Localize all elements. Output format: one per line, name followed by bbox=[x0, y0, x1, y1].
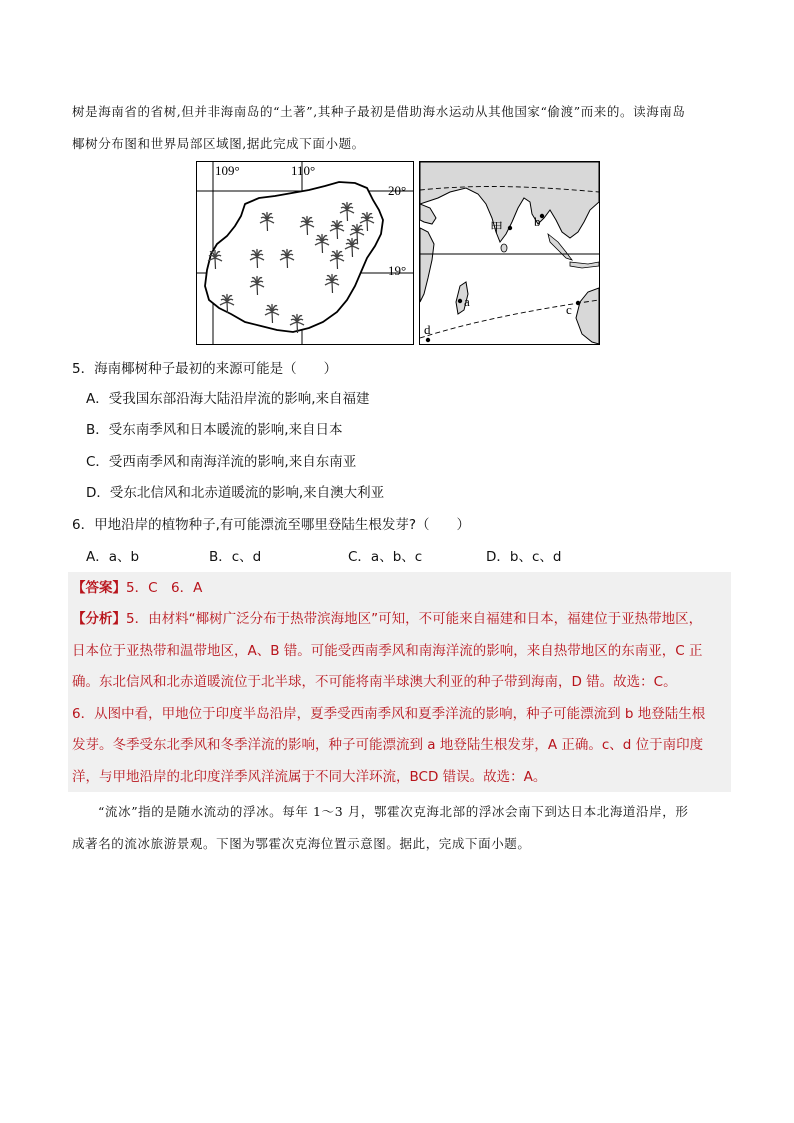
analysis-line-4: 6．从图中看，甲地位于印度半岛沿岸，夏季受西南季风和夏季洋流的影响，种子可能漂流到 b 地登陆生根 bbox=[72, 705, 706, 722]
lat-label-19: 19° bbox=[388, 263, 407, 278]
intro-paragraph-1 bbox=[72, 96, 727, 160]
analysis-line-2: 日本位于亚热带和温带地区，A、B 错。可能受西南季风和南海洋流的影响，来自热带地区的东南亚，C 正 bbox=[72, 642, 703, 659]
analysis-line-5: 发芽。冬季受东北季风和冬季洋流的影响，种子可能漂流到 a 地登陆生根发芽，A 正确。c、d 位于南印度 bbox=[72, 737, 704, 753]
point-c bbox=[576, 301, 580, 305]
hainan-map-svg bbox=[197, 162, 413, 344]
label-c: c bbox=[566, 302, 572, 317]
intro-paragraph-2 bbox=[72, 796, 727, 860]
label-a: a bbox=[464, 294, 470, 309]
analysis-block bbox=[72, 604, 727, 793]
label-b: b bbox=[534, 214, 541, 229]
lon-label-109: 109° bbox=[215, 163, 240, 178]
intro-line: “流冰”指的是随水流动的浮冰。每年 1～3 月，鄂霍次克海北部的浮冰会南下到达日本北海道沿岸，形 bbox=[98, 804, 689, 819]
intro-line: 树是海南省的省树,但并非海南岛的“土著”,其种子最初是借助海水运动从其他国家“偷渡”而来的。读海南岛 bbox=[72, 104, 686, 119]
question-5-stem: 5．海南椰树种子最初的来源可能是（ ） bbox=[72, 361, 338, 377]
answer-line bbox=[72, 573, 727, 605]
analysis-line-3: 确。东北信风和北赤道暖流位于北半球，不可能将南半球澳大利亚的种子带到海南，D 错。故选：C。 bbox=[72, 674, 677, 690]
question-6-option-b[interactable]: B．c、d bbox=[209, 549, 262, 565]
analysis-tag: 【分析】 bbox=[72, 611, 126, 627]
intro-line: 椰树分布图和世界局部区域图,据此完成下面小题。 bbox=[72, 136, 365, 151]
analysis-line-1: 5．由材料“椰树广泛分布于热带滨海地区”可知，不可能来自福建和日本，福建位于亚热带地区， bbox=[126, 611, 703, 627]
question-6-option-a[interactable]: A．a、b bbox=[86, 549, 140, 565]
world-region-map bbox=[419, 161, 600, 345]
point-d bbox=[426, 338, 430, 342]
answer-text: 5．C 6．A bbox=[126, 580, 203, 596]
lat-label-20: 20° bbox=[388, 183, 407, 198]
answer-tag: 【答案】 bbox=[72, 580, 126, 596]
point-jia bbox=[508, 226, 512, 230]
sri-lanka-island bbox=[501, 244, 507, 252]
question-6-option-d[interactable]: D．b、c、d bbox=[486, 549, 562, 565]
lon-label-110: 110° bbox=[291, 163, 316, 178]
hainan-island-outline bbox=[205, 182, 383, 332]
analysis-line bbox=[72, 604, 727, 636]
hainan-coconut-map bbox=[196, 161, 414, 345]
point-a bbox=[458, 299, 462, 303]
question-5-option-d[interactable]: D．受东北信风和北赤道暖流的影响,来自澳大利亚 bbox=[86, 485, 385, 501]
question-5-option-c[interactable]: C．受西南季风和南海洋流的影响,来自东南亚 bbox=[86, 454, 357, 470]
analysis-line-6: 洋，与甲地沿岸的北印度洋季风洋流属于不同大洋环流，BCD 错误。故选：A。 bbox=[72, 768, 547, 785]
label-jia: 甲 bbox=[490, 220, 504, 235]
question-5-option-a[interactable]: A．受我国东部沿海大陆沿岸流的影响,来自福建 bbox=[86, 391, 370, 407]
question-6-option-c[interactable]: C．a、b、c bbox=[348, 549, 423, 565]
intro-line: 成著名的流冰旅游景观。下图为鄂霍次克海位置示意图。据此，完成下面小题。 bbox=[72, 836, 531, 851]
label-d: d bbox=[424, 322, 431, 337]
world-map-svg bbox=[420, 162, 599, 344]
question-5-option-b[interactable]: B．受东南季风和日本暖流的影响,来自日本 bbox=[86, 422, 343, 438]
question-6-stem: 6．甲地沿岸的植物种子,有可能漂流至哪里登陆生根发芽?（ ） bbox=[72, 517, 471, 533]
